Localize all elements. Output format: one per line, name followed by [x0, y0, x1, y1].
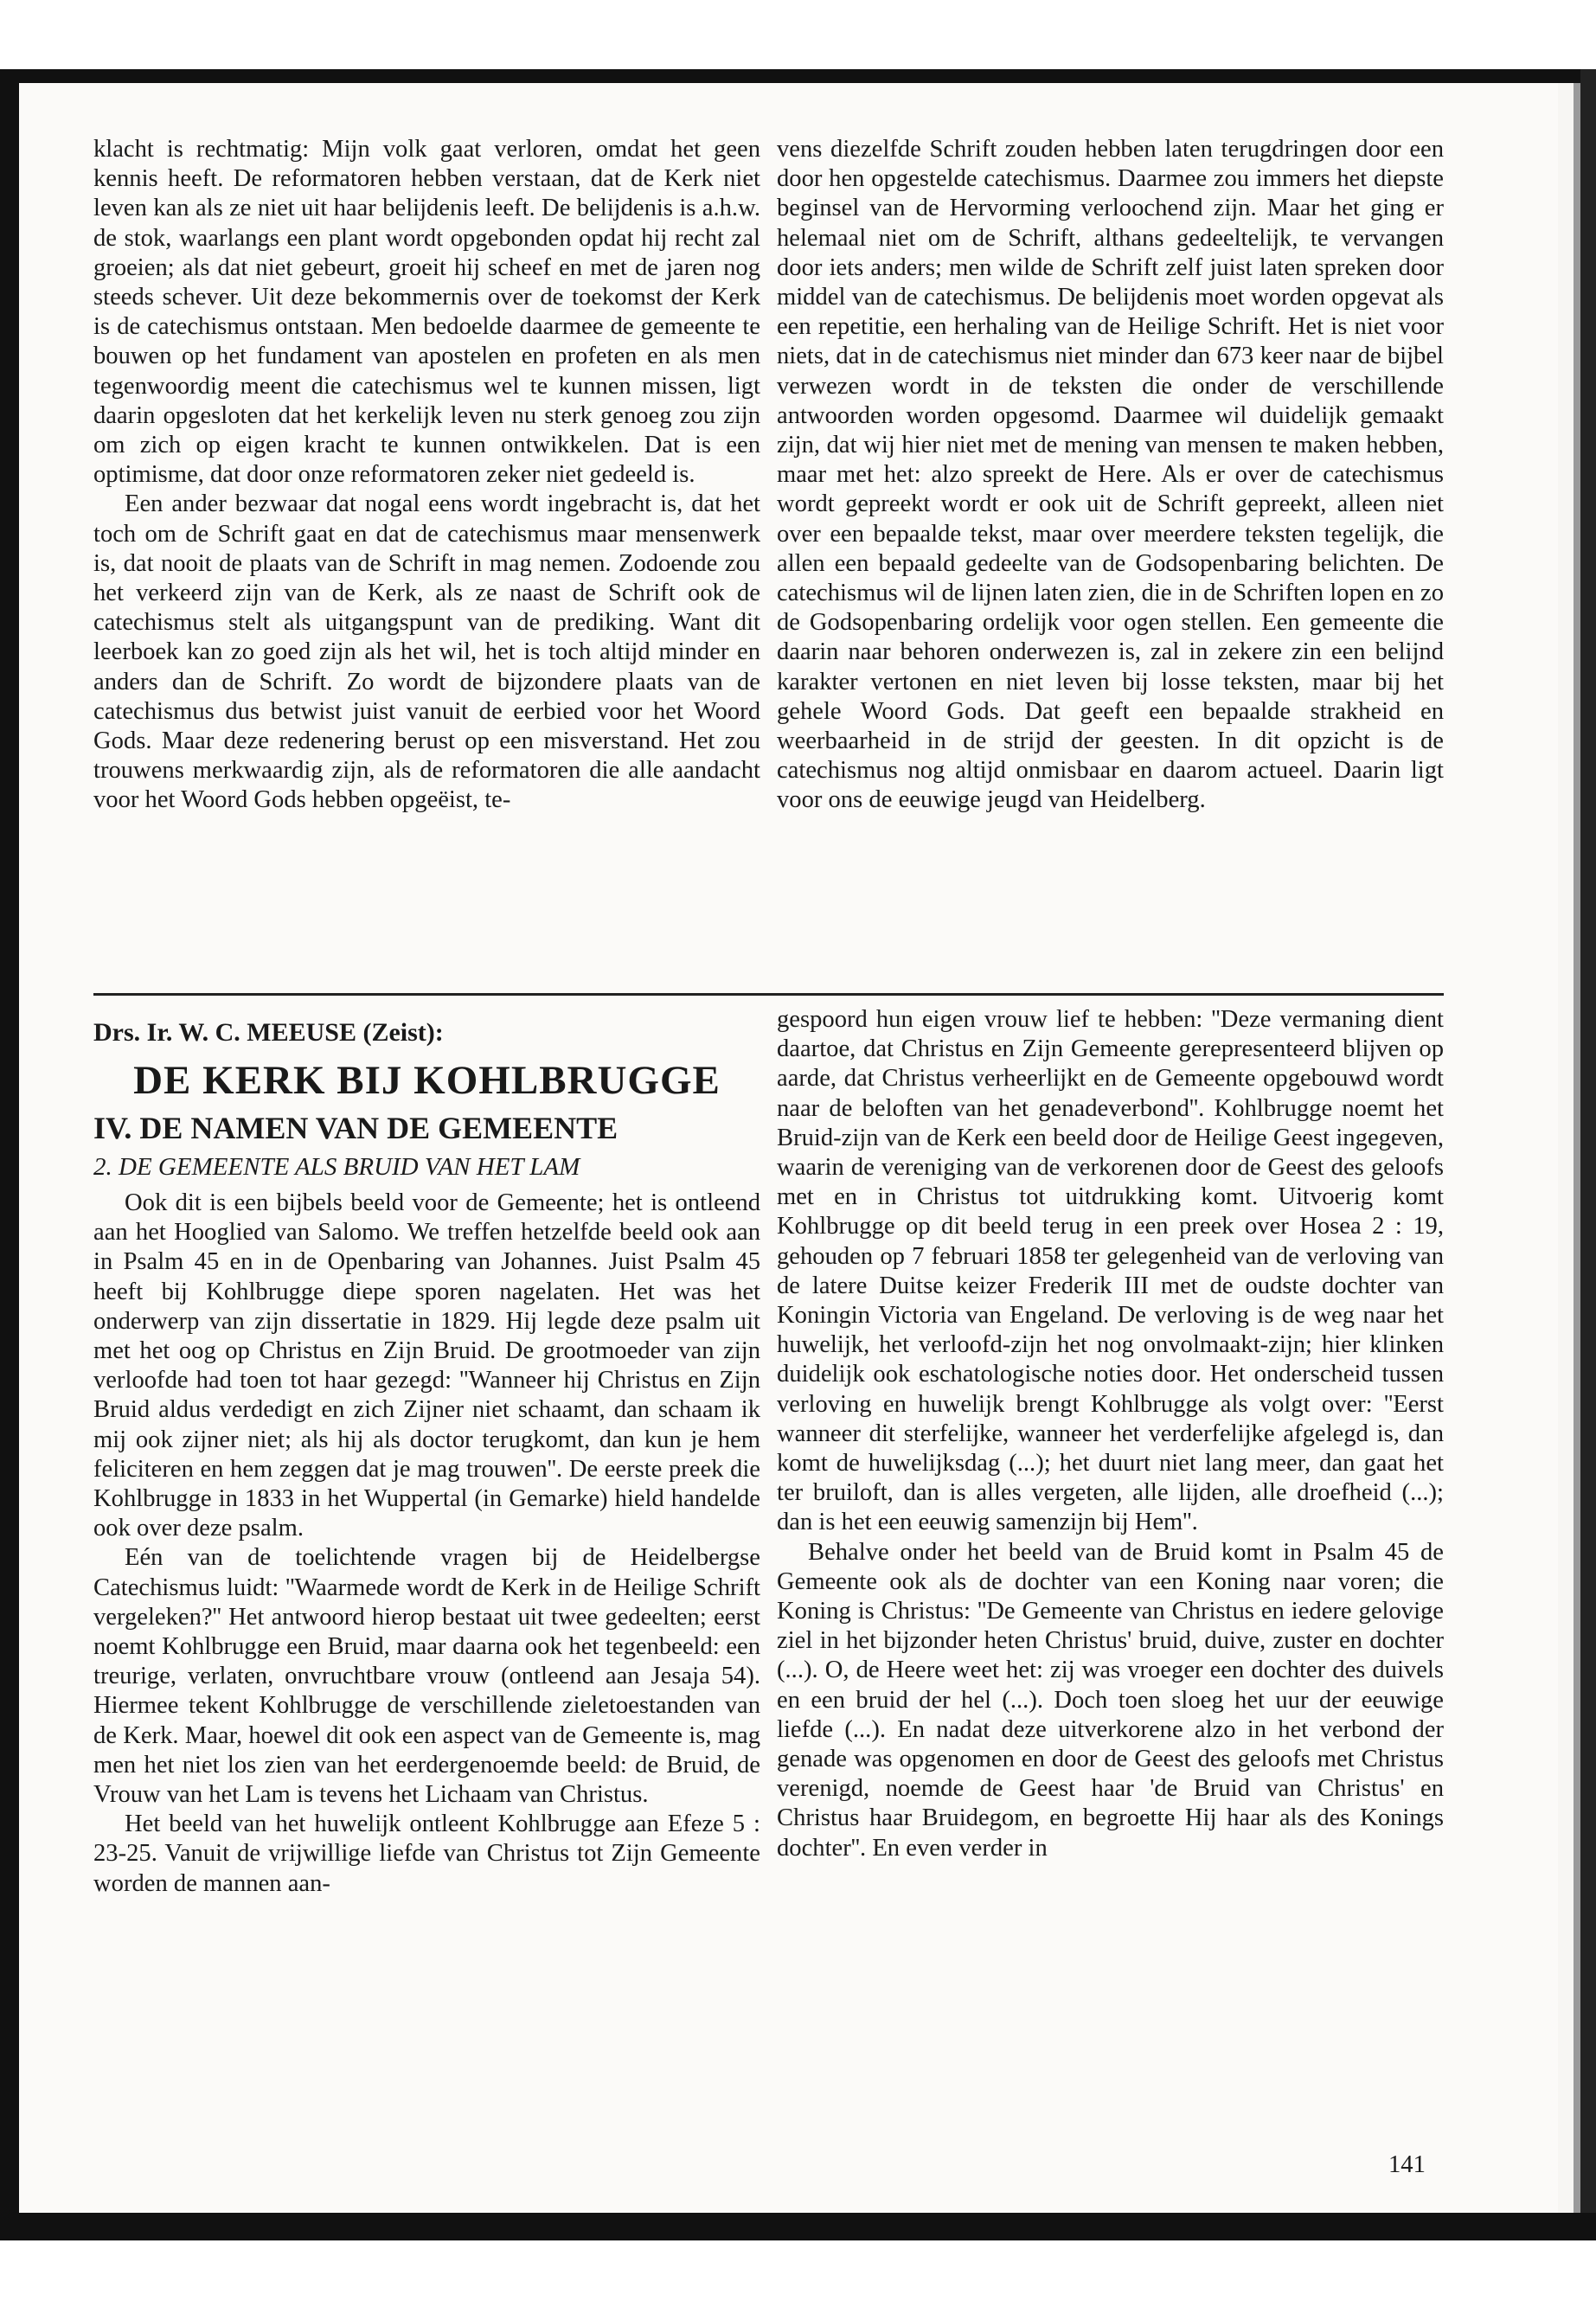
- paragraph: Ook dit is een bijbels beeld voor de Gemeente; het is ontleend aan het Hooglied van Salomo. We treffen hetzelfde beeld ook aan in Psalm 45 en in de Openbaring van Johannes. Juist Psalm 45 heeft bij Kohlbrugge diepe sporen nagelaten. Het was het onderwerp van zijn dissertatie in 1829. Hij legde deze psalm uit met het oog op Christus en Zijn Bruid. De grootmoeder van zijn verloofde had toen tot haar gezegd: ''Wanneer hij Christus en Zijn Bruid aldus verdedigt en zich Zijner niet schaamt, dan schaam ik mij ook zijner niet; als hij als doctor terugkomt, dan kun je hem feliciteren en hem zeggen dat je mag trouwen''. De eerste preek die Kohlbrugge in 1833 in het Wuppertal (in Gemarke) hield handelde ook over deze psalm.: [93, 1189, 760, 1542]
- article-divider: [93, 993, 1444, 996]
- paragraph: klacht is rechtmatig: Mijn volk gaat verloren, omdat het geen kennis heeft. De reformatoren hebben verstaan, dat de Kerk niet leven kan als ze niet uit haar belijdenis leeft. De belijdenis is a.h.w. de stok, waarlangs een plant wordt opgebonden opdat hij recht zal groeien; als dat niet gebeurt, groeit hij scheef en met de jaren nog steeds schever. Uit deze bekommernis over de toekomst der Kerk is de catechismus ontstaan. Men bedoelde daarmee de gemeente te bouwen op het fundament van apostelen en profeten en als men tegenwoordig meent die catechismus wel te kunnen missen, ligt daarin opgesloten dat het kerkelijk leven nu sterk genoeg zou zijn om zich op eigen kracht te kunnen ontwikkelen. Dat is een optimisme, dat door onze reformatoren zeker niet gedeeld is.: [93, 136, 760, 489]
- paragraph: vens diezelfde Schrift zouden hebben laten terugdringen door een door hen opgestelde catechismus. Daarmee zou immers het diepste beginsel van de Hervorming verloochend zijn. Maar het ging er helemaal niet om de Schrift, althans gedeeltelijk, te vervangen door iets anders; men wilde de Schrift zelf juist laten spreken door middel van de catechismus. De belijdenis moet worden opgevat als een repetitie, een herhaling van de Heilige Schrift. Het is niet voor niets, dat in de catechismus niet minder dan 673 keer naar de bijbel verwezen wordt in de teksten die onder de verschillende antwoorden worden opgesomd. Daarmee wil duidelijk gemaakt zijn, dat wij hier niet met de mening van mensen te maken hebben, maar met het: alzo spreekt de Here. Als er over de catechismus wordt gepreekt wordt er ook uit de Schrift gepreekt, alleen niet over een bepaalde tekst, maar over meerdere teksten tegelijk, die allen een bepaald gedeelte van de Godsopenbaring belichten. De catechismus wil de lijnen laten zien, die in de Schriften lopen en zo de Godsopenbaring ordelijk voor ogen stellen. Een gemeente die daarin naar behoren onderwezen is, zal in zekere zin een belijnd karakter vertonen en niet leven bij losse teksten, maar bij het gehele Woord Gods. Dat geeft een bepaalde strakheid en weerbaarheid in de strijd der geesten. In dit opzicht is de catechismus nog altijd onmisbaar en daarom actueel. Daarin ligt voor ons de eeuwige jeugd van Heidelberg.: [777, 136, 1444, 814]
- page: [19, 83, 1558, 2213]
- scan-edge-bottom: [0, 2213, 1596, 2240]
- paragraph: Het beeld van het huwelijk ontleent Kohlbrugge aan Efeze 5 : 23-25. Vanuit de vrijwillige liefde van Christus tot Zijn Gemeente worden de mannen aan-: [93, 1811, 760, 1897]
- bottom-right-column: [777, 1005, 1444, 1863]
- page-edge-shadow: [1574, 83, 1580, 2240]
- paragraph: Een ander bezwaar dat nogal eens wordt ingebracht is, dat het toch om de Schrift gaat en dat de catechismus maar mensenwerk is, dat nooit de plaats van de Schrift in mag nemen. Zodoende zou het verkeerd zijn van de Kerk, als ze naast de Schrift ook de catechismus stelt als uitgangspunt van de prediking. Want dit leerboek kan zo goed zijn als het wil, het is toch altijd minder en anders dan de Schrift. Zo wordt de bijzondere plaats van de catechismus dus betwist juist vanuit de eerbied voor het Woord Gods. Maar deze redenering berust op een misverstand. Het zou trouwens merkwaardig zijn, als de reformatoren die alle aandacht voor het Woord Gods hebben opgeëist, te-: [93, 490, 760, 814]
- top-left-column: [93, 135, 760, 816]
- bottom-left-column: [93, 1005, 760, 1899]
- paragraph: Eén van de toelichtende vragen bij de Heidelbergse Catechismus luidt: ''Waarmede wordt de Kerk in de Heilige Schrift vergeleken?'' Het antwoord hierop bestaat uit twee gedeelten; eerst noemt Kohlbrugge een Bruid, maar daarna ook het tegenbeeld: een treurige, verlaten, onvruchtbare vrouw (ontleend aan Jesaja 54). Hiermee tekent Kohlbrugge de verschillende zieletoestanden van de Kerk. Maar, hoewel dit ook een aspect van de Gemeente is, mag men het niet los zien van het eerdergenoemde beeld: de Bruid, de Vrouw van het Lam is tevens het Lichaam van Christus.: [93, 1544, 760, 1809]
- section-title: 2. DE GEMEENTE ALS BRUID VAN HET LAM: [93, 1153, 580, 1181]
- paragraph: Behalve onder het beeld van de Bruid komt in Psalm 45 de Gemeente ook als de dochter van een Koning naar voren; die Koning is Christus: ''De Gemeente van Christus en iedere gelovige ziel in het bijzonder heten Christus' bruid, duive, zuster en dochter (...). O, de Heere weet het: zij was vroeger een dochter des duivels en een bruid der hel (...). Doch toen sloeg het uur der eeuwige liefde (...). En nadat deze uitverkorene alzo in het verbond der genade was opgenomen en door de Geest des geloofs met Christus verenigd, noemde de Geest haar 'de Bruid van Christus' en Christus haar Bruidegom, en begroette Hij haar als des Konings dochter''. En even verder in: [777, 1538, 1444, 1862]
- part-title: IV. DE NAMEN VAN DE GEMEENTE: [93, 1111, 619, 1145]
- scan-edge-right: [1580, 69, 1596, 2240]
- series-title: DE KERK BIJ KOHLBRUGGE: [133, 1058, 721, 1103]
- top-right-column: [777, 135, 1444, 816]
- paragraph: gespoord hun eigen vrouw lief te hebben: ''Deze vermaning dient daartoe, dat Christus en Zijn Gemeente gerepresenteerd blijven op aarde, dat Christus verheerlijkt en de Gemeente opgebouwd wordt naar de beloften van het genadeverbond''. Kohlbrugge noemt het Bruid-zijn van de Kerk een beeld door de Heilige Geest ingegeven, waarin de vereniging van de verkorenen door de Geest des geloofs met en in Christus tot uitdrukking komt. Uitvoerig komt Kohlbrugge op dit beeld terug in een preek over Hosea 2 : 19, gehouden op 7 februari 1858 ter gelegenheid van de verloving van de latere Duitse keizer Frederik III met de oudste dochter van Koningin Victoria van Engeland. De verloving is de weg naar het huwelijk, het verloofd-zijn het nog onvolmaakt-zijn; hier klinken duidelijk ook eschatologische noties door. Het onderscheid tussen verloving en huwelijk brengt Kohlbrugge als volgt over: ''Eerst wanneer dit sterfelijke, wanneer het verderfelijke afgelegd is, dan komt de huwelijksdag (...); het duurt niet lang meer, dan gaat het ter bruiloft, dan is alles vergeten, alle lijden, alle droefheid (...); dan is het een eeuwig samenzijn bij Hem''.: [777, 1006, 1444, 1536]
- author-line: Drs. Ir. W. C. MEEUSE (Zeist):: [93, 1018, 444, 1047]
- scan-edge-top: [0, 69, 1596, 83]
- page-number: 141: [1388, 2151, 1426, 2178]
- scan-edge-left: [0, 69, 19, 2240]
